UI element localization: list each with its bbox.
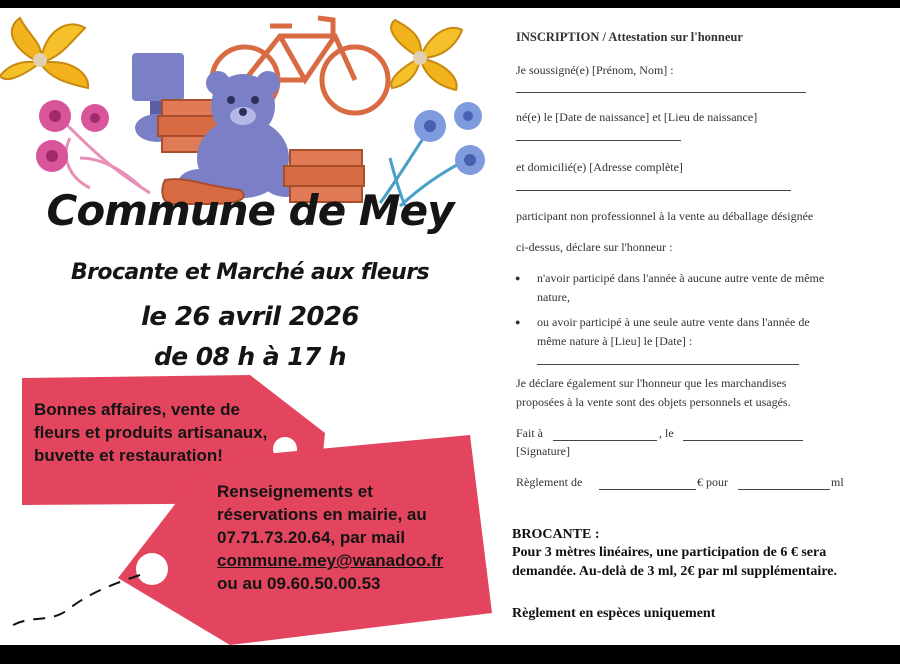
illustration (0, 8, 500, 208)
tag2-text (217, 480, 507, 595)
address-field-line[interactable] (516, 190, 791, 191)
pink-flowers-icon (36, 100, 150, 193)
reglement-label: Règlement de (516, 475, 583, 489)
bullet1-line-b: nature, (537, 290, 570, 304)
bullet1-line-a: n'avoir participé dans l'année à aucune autre vente de même (537, 271, 825, 285)
event-name: Brocante et Marché aux fleurs (71, 260, 429, 285)
payment-note: Règlement en espèces uniquement (512, 606, 716, 621)
euro-pour-label: € pour (697, 475, 728, 489)
fait-label: Fait à (516, 426, 543, 440)
yellow-flower-left-icon (0, 18, 88, 88)
flyer-page (0, 8, 900, 645)
name-field-line[interactable] (516, 92, 806, 93)
event-hours: de 08 h à 17 h (153, 342, 346, 371)
ml-label: ml (831, 475, 844, 489)
bullet2-line-a: ou avoir participé à une seule autre vente dans l'année de (537, 315, 810, 329)
form-address-label: et domicilié(e) [Adresse complète] (516, 160, 683, 174)
bullet-1: ● (515, 273, 521, 283)
event-date: le 26 avril 2026 (141, 302, 359, 332)
form-participant-text: participant non professionnel à la vente au déballage désignée (516, 209, 814, 223)
brocante-line1: Pour 3 mètres linéaires, une participation de 6 € sera (512, 545, 827, 560)
declare-line-b: proposées à la vente sont des objets personnels et usagés. (516, 395, 791, 409)
tag2-line: Renseignements et (217, 482, 373, 501)
birth-field-line[interactable] (516, 140, 681, 141)
tag2-line: 07.71.73.20.64, par mail (217, 528, 406, 547)
email-link[interactable]: commune.mey@wanadoo.fr (217, 551, 444, 570)
yellow-flower-right-icon (391, 20, 462, 90)
signature-label: [Signature] (516, 444, 570, 458)
form-birth-label: né(e) le [Date de naissance] et [Lieu de naissance] (516, 110, 758, 124)
bullet2-line-b: même nature à [Lieu] le [Date] : (537, 334, 693, 348)
tag-hole-2 (136, 553, 168, 585)
fait-field-line[interactable] (553, 440, 657, 441)
bullet-2: ● (515, 317, 521, 327)
commune-title: Commune de Mey (46, 186, 454, 235)
amount-field-line[interactable] (599, 489, 696, 490)
brocante-line2: demandée. Au-delà de 3 ml, 2€ par ml supplémentaire. (512, 564, 837, 579)
le-field-line[interactable] (683, 440, 803, 441)
form-name-label: Je soussigné(e) [Prénom, Nom] : (516, 63, 674, 77)
place-date-field-line[interactable] (537, 364, 799, 365)
tag-string (8, 575, 140, 628)
tag2-line: ou au 09.60.50.00.53 (217, 574, 381, 593)
tag1-text: Bonnes affaires, vente de fleurs et produits artisanaux, buvette et restauration! (34, 400, 268, 465)
tag2-line: réservations en mairie, au (217, 505, 427, 524)
brocante-title: BROCANTE : (512, 527, 600, 542)
form-title: INSCRIPTION / Attestation sur l'honneur (516, 30, 743, 44)
declare-line-a: Je déclare également sur l'honneur que les marchandises (516, 376, 787, 390)
ml-field-line[interactable] (738, 489, 830, 490)
le-label: , le (659, 426, 674, 440)
form-declare-text: ci-dessus, déclare sur l'honneur : (516, 240, 673, 254)
